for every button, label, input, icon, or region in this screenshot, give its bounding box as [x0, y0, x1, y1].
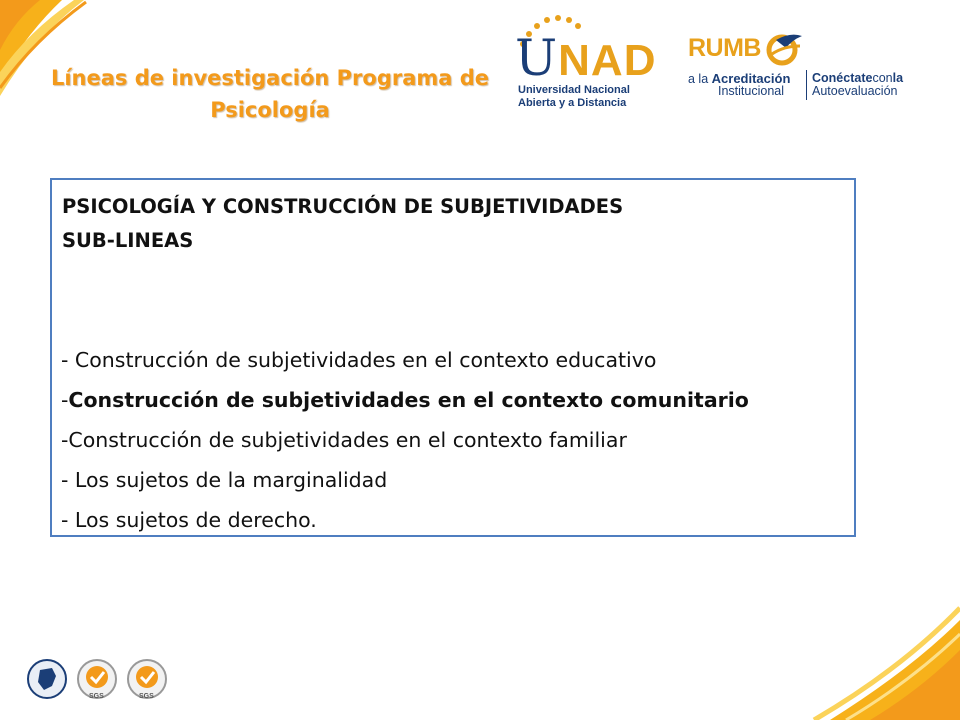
list-item-prefix: - [61, 428, 69, 452]
rumbo-institucional: Institucional [718, 84, 785, 98]
box-heading-line-2: SUB-LINEAS [62, 229, 194, 252]
sublines-list [61, 340, 749, 540]
rumbo-logo [688, 30, 938, 110]
rumbo-conectate: Conéctate [812, 71, 873, 85]
unad-subtitle [518, 84, 648, 110]
box-heading-line-1: PSICOLOGÍA Y CONSTRUCCIÓN DE SUBJETIVIDADES [62, 195, 624, 218]
sgs-label: SGS [89, 693, 104, 700]
rumbo-con: con [872, 71, 893, 85]
colombia-seal-icon [26, 658, 68, 700]
rumbo-conectate-line [812, 71, 903, 85]
rumbo-word: RUMB [688, 34, 761, 62]
unad-sub-line-1: Universidad Nacional [518, 84, 630, 96]
rumbo-wordmark [688, 34, 761, 63]
list-item [61, 420, 749, 460]
list-item-prefix: - [61, 508, 75, 532]
list-item [61, 460, 749, 500]
list-item-text: Construcción de subjetividades en el contexto educativo [74, 348, 657, 372]
list-item [61, 380, 749, 420]
list-item-prefix: - [61, 468, 75, 492]
list-item-text: Los sujetos de derecho. [74, 508, 317, 532]
list-item-prefix: - [61, 388, 69, 412]
unad-sub-line-2: Abierta y a Distancia [518, 97, 627, 109]
unad-logo [515, 14, 657, 114]
list-item [61, 500, 749, 540]
rumbo-compass-icon [766, 32, 802, 66]
box-heading [62, 190, 623, 258]
list-item [61, 340, 749, 380]
title-line-2: Psicología [210, 98, 330, 122]
list-item-text: Construcción de subjetividades en el contexto familiar [68, 428, 627, 452]
rumbo-autoevaluacion: Autoevaluación [812, 84, 898, 98]
list-item-prefix: - [61, 348, 75, 372]
list-item-text: Los sujetos de la marginalidad [74, 468, 388, 492]
rumbo-la: la [892, 71, 904, 85]
list-item-text: Construcción de subjetividades en el contexto comunitario [68, 388, 749, 412]
page-title [50, 62, 490, 126]
rumbo-a-la: a la [688, 72, 709, 86]
bottom-right-swoosh [800, 600, 960, 720]
title-line-1: Líneas de investigación Programa de [50, 66, 490, 90]
unad-nad: NAD [558, 36, 657, 85]
rumbo-divider [806, 70, 807, 100]
rumbo-acreditacion: Acreditación [711, 71, 791, 86]
content-box [50, 178, 856, 537]
unad-wordmark [515, 29, 657, 87]
sgs-label-2: SGS [139, 693, 154, 700]
unad-u: U [515, 29, 559, 87]
